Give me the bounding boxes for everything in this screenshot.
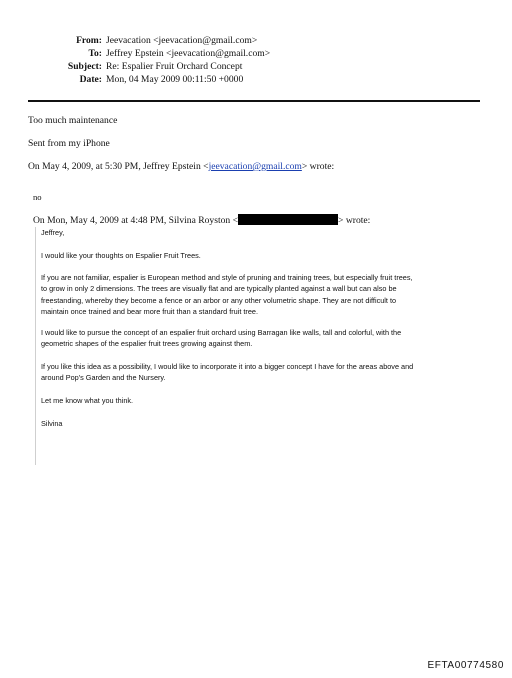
- quoted-greeting: Jeffrey,: [41, 228, 65, 237]
- quoted-paragraph-4-line-1: If you like this idea as a possibility, I would like to incorporate it into a bigger concept I have for the areas above and: [41, 362, 414, 371]
- quote-prefix: On Mon, May 4, 2009 at 4:48 PM, Silvina Royston <: [33, 215, 239, 226]
- subject-label: Subject:: [67, 61, 102, 72]
- quoted-paragraph-1: I would like your thoughts on Espalier Fruit Trees.: [41, 251, 201, 260]
- quoted-message: [35, 227, 488, 465]
- quoted-paragraph-2-line-1: If you are not familiar, espalier is European method and style of pruning and training trees, but especially fruit trees,: [41, 273, 413, 282]
- quoted-paragraph-2-line-3: freestanding, whereby they become a fence or an arbor or any other volumetric shape. They are not difficult to: [41, 295, 397, 305]
- to-row: [0, 47, 512, 60]
- quoted-paragraph-2-line-4: maintain once trained and bear more fruit than a standard fruit tree.: [41, 306, 259, 316]
- from-value: Jeevacation <jeevacation@gmail.com>: [106, 35, 258, 46]
- to-label: To:: [88, 48, 102, 59]
- quote-attribution: [33, 214, 370, 226]
- subject-row: [0, 60, 512, 73]
- bates-number: EFTA00774580: [427, 660, 504, 671]
- reply-no: no: [33, 192, 42, 202]
- date-label: Date:: [79, 74, 102, 85]
- header-divider: [28, 100, 480, 102]
- redaction-box: [238, 214, 338, 225]
- wrote-line: [28, 161, 334, 172]
- quoted-signature: Silvina: [41, 419, 63, 428]
- subject-value: Re: Espalier Fruit Orchard Concept: [106, 61, 243, 72]
- to-value: Jeffrey Epstein <jeevacation@gmail.com>: [106, 48, 271, 59]
- quoted-paragraph-5: Let me know what you think.: [41, 396, 134, 405]
- from-row: [0, 34, 512, 47]
- quoted-paragraph-2-line-2: to grow in only 2 dimensions. The trees are visually flat and are typically planted against a wall but can also be: [41, 284, 397, 294]
- email-header: [0, 34, 512, 86]
- email-link[interactable]: jeevacation@gmail.com: [208, 161, 302, 172]
- signature-iphone: Sent from my iPhone: [28, 138, 110, 149]
- date-value: Mon, 04 May 2009 00:11:50 +0000: [106, 74, 244, 85]
- reply-text: Too much maintenance: [28, 115, 118, 126]
- quoted-paragraph-3-line-2: geometric shapes of the espalier fruit trees growing against them.: [41, 339, 253, 349]
- wrote-suffix: > wrote:: [301, 161, 335, 172]
- from-label: From:: [76, 35, 102, 46]
- quoted-paragraph-4-line-2: around Pop's Garden and the Nursery.: [41, 373, 166, 383]
- quote-suffix: > wrote:: [338, 215, 371, 226]
- date-row: [0, 73, 512, 86]
- quoted-paragraph-3-line-1: I would like to pursue the concept of an espalier fruit orchard using Barragan like walls, tall and colorful, with the: [41, 328, 402, 337]
- wrote-prefix: On May 4, 2009, at 5:30 PM, Jeffrey Epstein <: [28, 161, 209, 172]
